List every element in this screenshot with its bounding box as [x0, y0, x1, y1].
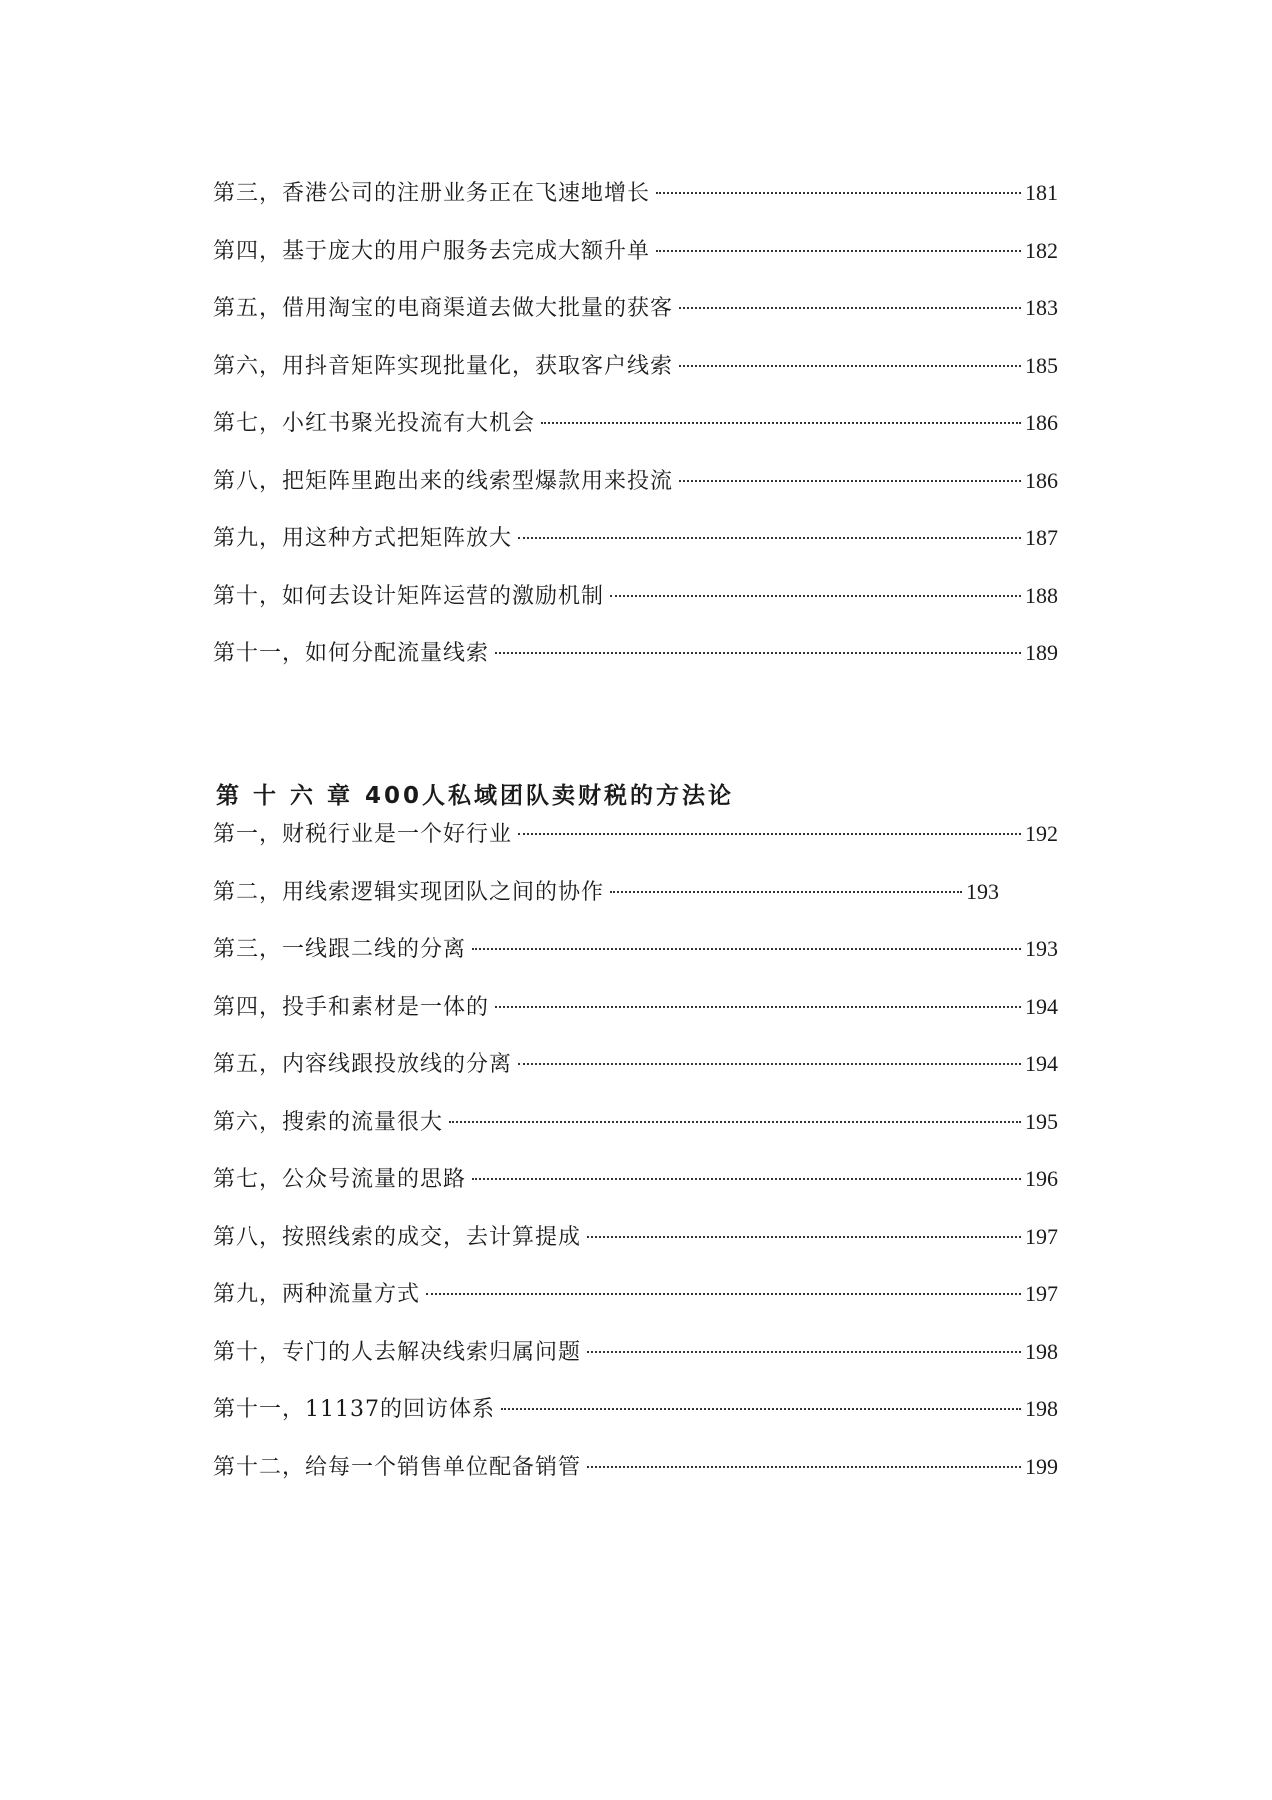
toc-entry[interactable]: [213, 466, 1058, 524]
toc-entry-title: 第五，借用淘宝的电商渠道去做大批量的获客: [213, 296, 674, 321]
dot-leader: [472, 948, 1021, 950]
toc-entry-page: 189: [1025, 640, 1058, 665]
dot-leader: [501, 1408, 1021, 1410]
dot-leader: [518, 1063, 1021, 1065]
toc-entry-page: 198: [1025, 1338, 1058, 1364]
dot-leader: [495, 652, 1021, 654]
dot-leader: [518, 537, 1021, 539]
toc-entry-title: 第三，香港公司的注册业务正在飞速地增长: [213, 181, 651, 206]
dot-leader: [518, 833, 1021, 835]
toc-entry-page: 186: [1025, 467, 1058, 493]
toc-section-chapter-16: [213, 819, 1058, 1509]
toc-entry-page: 194: [1025, 1051, 1058, 1076]
toc-entry-title: 第六，搜索的流量很大: [213, 1109, 444, 1135]
toc-entry-title: 第二，用线索逻辑实现团队之间的协作: [213, 879, 605, 905]
dot-leader: [610, 595, 1021, 597]
dot-leader: [656, 250, 1021, 252]
toc-entry[interactable]: [213, 1049, 1058, 1107]
toc-entry-title: 第十，如何去设计矩阵运营的激励机制: [213, 583, 605, 609]
toc-entry[interactable]: [213, 351, 1058, 409]
toc-entry[interactable]: [213, 1107, 1058, 1165]
dot-leader: [587, 1236, 1021, 1238]
dot-leader: [426, 1293, 1021, 1295]
toc-entry-page: 183: [1025, 295, 1058, 320]
toc-entry[interactable]: [213, 1164, 1058, 1222]
toc-entry-page: 182: [1025, 237, 1058, 263]
toc-entry-page: 192: [1025, 821, 1058, 846]
toc-entry-title: 第十一，11137的回访体系: [213, 1397, 495, 1422]
chapter-heading[interactable]: [216, 777, 734, 810]
toc-entry-page: 199: [1025, 1453, 1058, 1479]
toc-entry-page: 193: [1025, 936, 1058, 961]
dot-leader: [587, 1466, 1021, 1468]
dot-leader: [656, 192, 1021, 194]
toc-entry-title: 第十二，给每一个销售单位配备销管: [213, 1454, 582, 1480]
dot-leader: [449, 1121, 1021, 1123]
dot-leader: [472, 1178, 1021, 1180]
toc-entry-title: 第四，投手和素材是一体的: [213, 994, 490, 1020]
toc-entry[interactable]: [213, 1337, 1058, 1395]
dot-leader: [679, 307, 1021, 309]
dot-leader: [541, 422, 1021, 424]
toc-entry-title: 第八，把矩阵里跑出来的线索型爆款用来投流: [213, 468, 674, 494]
chapter-title: 400人私域团队卖财税的方法论: [365, 783, 735, 809]
chapter-number: 第 十 六 章: [216, 783, 354, 809]
toc-entry-title: 第七，公众号流量的思路: [213, 1167, 467, 1192]
toc-entry-title: 第六，用抖音矩阵实现批量化，获取客户线索: [213, 353, 674, 379]
toc-entry-title: 第一，财税行业是一个好行业: [213, 822, 513, 847]
toc-entry-page: 185: [1025, 352, 1058, 378]
toc-section-previous-chapter: [213, 178, 1058, 696]
toc-entry-page: 194: [1025, 993, 1058, 1019]
toc-entry-title: 第三，一线跟二线的分离: [213, 937, 467, 962]
toc-entry[interactable]: [213, 1452, 1058, 1510]
toc-entry[interactable]: [213, 236, 1058, 294]
toc-entry[interactable]: [213, 934, 1058, 992]
toc-entry-title: 第四，基于庞大的用户服务去完成大额升单: [213, 238, 651, 264]
dot-leader: [679, 365, 1021, 367]
toc-entry[interactable]: [213, 819, 1058, 877]
toc-entry[interactable]: [213, 877, 1058, 935]
toc-entry-title: 第九，用这种方式把矩阵放大: [213, 526, 513, 551]
dot-leader: [587, 1351, 1021, 1353]
toc-entry-title: 第五，内容线跟投放线的分离: [213, 1052, 513, 1077]
toc-entry-page: 197: [1025, 1223, 1058, 1249]
toc-entry-page: 196: [1025, 1166, 1058, 1191]
toc-entry-title: 第十，专门的人去解决线索归属问题: [213, 1339, 582, 1365]
toc-entry[interactable]: [213, 1394, 1058, 1452]
toc-entry[interactable]: [213, 293, 1058, 351]
toc-entry-page: 181: [1025, 180, 1058, 205]
toc-entry-title: 第八，按照线索的成交，去计算提成: [213, 1224, 582, 1250]
toc-entry-title: 第七，小红书聚光投流有大机会: [213, 411, 536, 436]
toc-entry[interactable]: [213, 581, 1058, 639]
toc-entry-title: 第九，两种流量方式: [213, 1282, 421, 1307]
toc-entry[interactable]: [213, 1279, 1058, 1337]
toc-entry[interactable]: [213, 1222, 1058, 1280]
dot-leader: [495, 1006, 1021, 1008]
toc-entry-page: 197: [1025, 1281, 1058, 1306]
toc-entry[interactable]: [213, 638, 1058, 696]
dot-leader: [610, 891, 962, 893]
toc-entry[interactable]: [213, 523, 1058, 581]
toc-entry[interactable]: [213, 178, 1058, 236]
toc-entry-page: 195: [1025, 1108, 1058, 1134]
toc-entry-title: 第十一，如何分配流量线索: [213, 641, 490, 666]
toc-entry-page: 186: [1025, 410, 1058, 435]
toc-entry-page: 193: [966, 878, 1000, 904]
dot-leader: [679, 480, 1021, 482]
toc-entry[interactable]: [213, 992, 1058, 1050]
toc-entry-page: 187: [1025, 525, 1058, 550]
toc-entry[interactable]: [213, 408, 1058, 466]
toc-entry-page: 188: [1025, 582, 1058, 608]
toc-entry-page: 198: [1025, 1396, 1058, 1421]
